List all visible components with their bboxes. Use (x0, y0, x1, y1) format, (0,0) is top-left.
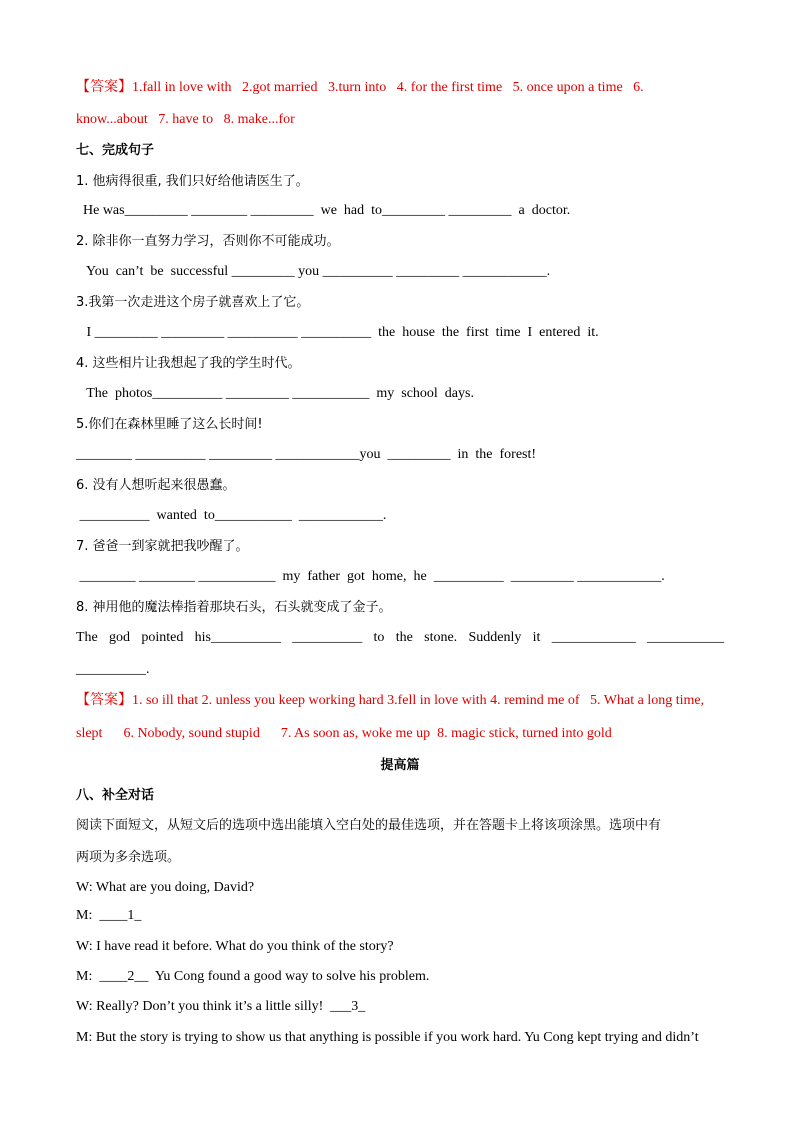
question-cn: 4. 这些相片让我想起了我的学生时代。 (76, 356, 301, 371)
instructions: 阅读下面短文，从短文后的选项中选出能填入空白处的最佳选项，并在答题卡上将该项涂黑。选项中有 (76, 818, 662, 833)
question-en-continued: __________. (76, 662, 150, 677)
question-en: The photos__________ _________ ___________ my school days. (76, 386, 474, 401)
question-cn: 1. 他病得很重, 我们只好给他请医生了。 (76, 174, 309, 189)
question-en: I _________ _________ __________ __________ the house the first time I entered it. (76, 325, 599, 340)
section-title: 七、完成句子 (76, 143, 155, 158)
section-title: 八、补全对话 (76, 788, 155, 803)
dialog-line: W: I have read it before. What do you think of the story? (76, 939, 394, 954)
question-cn: 3.我第一次走进这个房子就喜欢上了它。 (76, 295, 310, 310)
answer-line: know...about 7. have to 8. make...for (76, 112, 295, 127)
dialog-line: M: ____1_ (76, 908, 142, 923)
answer-line: slept 6. Nobody, sound stupid 7. As soon as, woke me up 8. magic stick, turned into gold (76, 726, 612, 741)
question-cn: 2. 除非你一直努力学习，否则你不可能成功。 (76, 234, 340, 249)
question-en: You can’t be successful _________ you __________ _________ ____________. (76, 264, 551, 279)
question-cn: 5.你们在森林里睡了这么长时间! (76, 417, 263, 432)
question-en: ________ __________ _________ ____________you _________ in the forest! (76, 447, 537, 462)
answer-line: 【答案】1.fall in love with 2.got married 3.turn into 4. for the first time 5. once upon a time 6. (76, 80, 644, 95)
dialog-line: M: But the story is trying to show us that anything is possible if you work hard. Yu Cong kept trying and didn’t (76, 1030, 699, 1045)
dialog-line: W: Really? Don’t you think it’s a little silly! ___3_ (76, 999, 366, 1014)
dialog-line: W: What are you doing, David? (76, 880, 255, 895)
question-en: He was_________ ________ _________ we had to_________ _________ a doctor. (76, 203, 571, 218)
question-en: __________ wanted to___________ ____________. (76, 508, 387, 523)
level-title: 提高篇 (380, 758, 420, 773)
question-en: The god pointed his__________ __________ to the stone. Suddenly it ____________ ___________ (76, 630, 724, 645)
question-cn: 7. 爸爸一到家就把我吵醒了。 (76, 539, 249, 554)
answer-line: 【答案】1. so ill that 2. unless you keep working hard 3.fell in love with 4. remind me of 5. What a long time, (76, 693, 705, 708)
question-en: ________ ________ ___________ my father got home, he __________ _________ ____________. (76, 569, 665, 584)
dialog-line: M: ____2__ Yu Cong found a good way to solve his problem. (76, 969, 430, 984)
instructions: 两项为多余选项。 (76, 850, 181, 865)
question-cn: 6. 没有人想听起来很愚蠢。 (76, 478, 236, 493)
question-cn: 8. 神用他的魔法棒指着那块石头，石头就变成了金子。 (76, 600, 392, 615)
